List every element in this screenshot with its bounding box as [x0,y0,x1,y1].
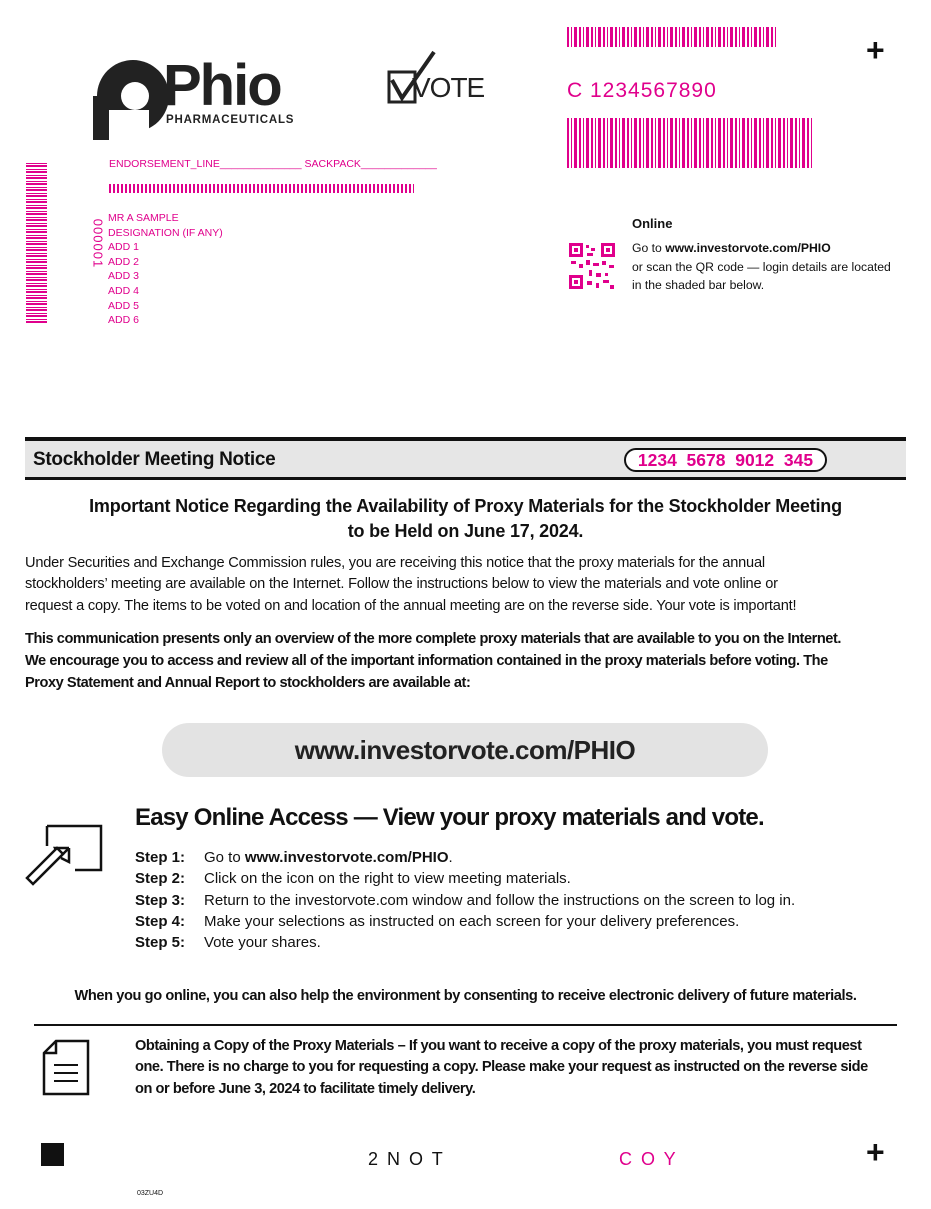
notice-bar-code: 1234 5678 9012 345 [624,448,827,472]
endorsement-line: ENDORSEMENT_LINE______________ SACKPACK_____________ [109,158,437,170]
step-url[interactable]: www.investorvote.com/PHIO [244,849,449,866]
overview-paragraph [25,628,841,694]
intro-line: stockholders’ meeting are available on the Internet. Follow the instructions below to view the materials and vote online or [25,576,778,593]
copy-line: Obtaining a Copy of the Proxy Materials – If you want to receive a copy of the proxy materials, you must request [135,1038,862,1054]
online-url[interactable]: www.investorvote.com/PHIO [665,241,831,255]
online-line3: in the shaded bar below. [632,278,765,292]
address-line: ADD 4 [108,284,139,297]
phio-logo-mark-icon [93,58,173,140]
postal-barcode [109,175,414,193]
registration-plus-bottom: + [866,1134,885,1170]
step-text: Click on the icon on the right to view meeting materials. [204,870,571,888]
steps-list [135,847,795,953]
important-heading-line1: Important Notice Regarding the Availability of Proxy Materials for the Stockholder Meeting [89,496,842,516]
divider [34,1024,897,1026]
overview-line: Proxy Statement and Annual Report to stockholders are available at: [25,675,471,691]
url-pill-text[interactable]: www.investorvote.com/PHIO [294,735,636,765]
intro-line: request a copy. The items to be voted on and location of the annual meeting are on the reverse side. Your vote is important! [25,597,797,614]
address-line: MR A SAMPLE [108,212,179,224]
step-label: Step 1: [135,849,186,866]
online-line2: or scan the QR code — login details are located [632,259,891,274]
document-icon [42,1039,92,1097]
overview-line: We encourage you to access and review all of the important information contained in the proxy materials before voting. The [25,653,828,669]
environment-note: When you go online, you can also help the environment by consenting to receive electronic delivery of future materials. [74,988,857,1004]
address-line: ADD 1 [108,241,139,254]
step-row [135,890,795,911]
footer-code-left: 2 N O T [368,1149,445,1169]
intro-paragraph [25,553,796,617]
online-goto: Go to [632,241,666,255]
footer-code-right: C O Y [619,1149,678,1169]
phio-logo [93,53,313,140]
address-line: ADD 2 [108,255,139,268]
step-row [135,911,795,932]
intro-line: Under Securities and Exchange Commission rules, you are receiving this notice that the proxy materials for the annual [25,555,765,571]
step-label: Step 4: [135,912,186,930]
click-cursor-icon [25,824,105,894]
registration-plus-top: + [866,32,885,68]
step-label: Step 3: [135,891,186,909]
step-text: Vote your shares. [204,934,321,952]
address-line: ADD 6 [108,314,139,327]
left-vertical-barcode [26,163,47,323]
overview-line: This communication presents only an overview of the more complete proxy materials that are available to you on the Internet. [25,631,841,647]
important-heading-line2: to be Held on June 17, 2024. [347,521,584,541]
copy-line: on or before June 3, 2024 to facilitate timely delivery. [135,1080,476,1097]
address-line: ADD 3 [108,270,139,283]
url-pill[interactable] [162,723,768,777]
logo-subtitle: PHARMACEUTICALS [166,114,295,126]
copy-line: one. There is no charge to you for requesting a copy. Please make your request as instructed on the reverse side [135,1059,868,1076]
vote-mark [386,50,485,106]
easy-access-heading: Easy Online Access — View your proxy materials and vote. [135,804,764,831]
address-line: DESIGNATION (IF ANY) [108,226,223,239]
step-row [135,868,795,889]
address-line: ADD 5 [108,299,139,312]
vote-word: VOTE [412,72,485,103]
top-barcode-small [567,27,777,47]
step-text: Return to the investorvote.com window and follow the instructions on the screen to log in. [204,891,796,909]
logo-word: Phio [163,53,281,118]
notice-bar [25,437,906,480]
step-text: Make your selections as instructed on each screen for your delivery preferences. [204,912,740,930]
notice-bar-title: Stockholder Meeting Notice [33,449,276,470]
step-text: Go to www.investorvote.com/PHIO. [204,849,453,866]
control-number: C 1234567890 [567,79,717,102]
address-block [108,211,223,328]
step-label: Step 5: [135,934,186,952]
footer-small-code: 03ZU4D [137,1190,164,1197]
copy-paragraph [135,1036,868,1100]
qr-code-icon [569,243,615,289]
important-heading [0,494,931,544]
vertical-code: 000001 [90,218,106,269]
online-text [632,239,891,295]
step-label: Step 2: [135,870,186,888]
step-row [135,932,795,953]
step-row [135,847,795,868]
qr-code[interactable] [569,243,615,289]
registration-square [41,1143,64,1166]
online-title: Online [632,216,673,231]
top-barcode-large [567,118,812,168]
